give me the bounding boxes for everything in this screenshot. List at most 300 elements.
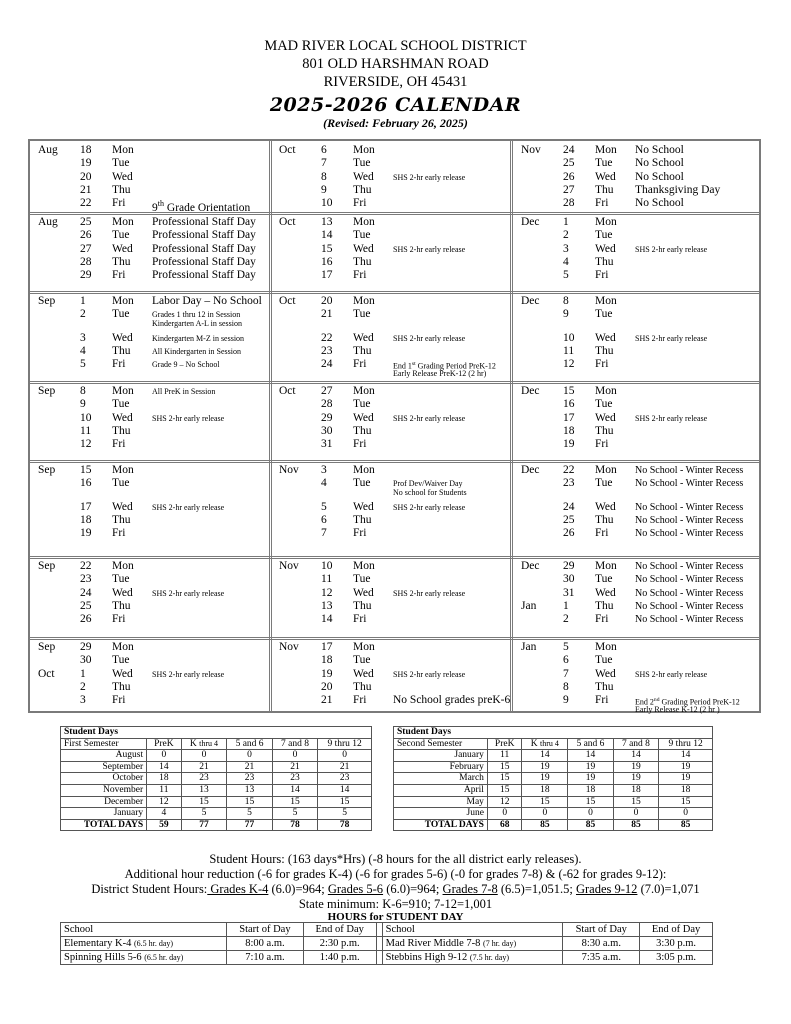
- weekday: Thu: [595, 255, 614, 268]
- day-number: 31: [321, 438, 333, 451]
- day-number: 10: [321, 560, 333, 572]
- day-number: 4: [321, 477, 327, 490]
- day-number: 15: [321, 242, 333, 255]
- day-count: 11: [147, 784, 182, 796]
- weekday: Fri: [353, 269, 367, 282]
- month-label: Oct: [279, 144, 296, 156]
- day-number: 30: [80, 654, 92, 667]
- school-name: Elementary K-4 (6.5 hr. day): [61, 937, 227, 951]
- total-value: 85: [522, 819, 568, 831]
- weekday: Fri: [112, 527, 126, 540]
- month-label: Dec: [521, 295, 540, 307]
- hours-column-header: School: [61, 923, 227, 937]
- weekday: Tue: [112, 229, 130, 242]
- weekday: Tue: [353, 157, 371, 170]
- day-number: 22: [321, 331, 333, 344]
- day-note: No School - Winter Recess: [635, 501, 744, 513]
- month-name: December: [61, 796, 147, 808]
- day-note: All PreK in Session: [152, 387, 216, 396]
- day-count: 0: [522, 808, 568, 820]
- day-note: SHS 2-hr early release: [152, 669, 225, 679]
- day-number: 9: [321, 183, 327, 196]
- day-count: 14: [318, 784, 372, 796]
- day-number: 21: [321, 694, 333, 707]
- table-row: [61, 784, 372, 796]
- day-note: No School - Winter Recess: [635, 465, 744, 476]
- table-header-row: [61, 738, 372, 750]
- revision-date: (Revised: February 26, 2025): [323, 116, 468, 130]
- hours-row: [61, 937, 713, 951]
- weekday: Thu: [112, 255, 131, 268]
- month-label: Nov: [279, 464, 299, 476]
- weekday: Thu: [595, 680, 614, 693]
- weekday: Thu: [353, 183, 372, 196]
- column-header: PreK: [147, 738, 182, 750]
- day-count: 18: [568, 784, 614, 796]
- day-note: Prof Dev/Waiver Day: [393, 479, 463, 489]
- total-label: TOTAL DAYS: [394, 819, 488, 831]
- month-name: May: [394, 796, 488, 808]
- day-number: 6: [321, 144, 327, 156]
- day-number: 8: [321, 170, 327, 183]
- day-note: Early Release K-12 (2 hr ): [635, 705, 720, 715]
- day-count: 0: [181, 750, 227, 762]
- day-number: 23: [80, 573, 92, 586]
- day-number: 6: [321, 513, 327, 526]
- weekday: Mon: [595, 560, 617, 572]
- day-number: 20: [321, 295, 333, 307]
- weekday: Thu: [112, 183, 131, 196]
- day-number: 18: [80, 144, 92, 156]
- weekday: Fri: [353, 694, 367, 707]
- day-count: 15: [613, 796, 659, 808]
- day-number: 17: [80, 500, 92, 513]
- column-header: PreK: [487, 738, 522, 750]
- day-note: SHS 2-hr early release: [152, 502, 225, 512]
- weekday: Mon: [353, 385, 375, 397]
- day-note: SHS 2-hr early release: [635, 244, 708, 254]
- day-note: No School - Winter Recess: [635, 478, 744, 490]
- day-number: 29: [321, 411, 333, 424]
- month-label: Dec: [521, 385, 540, 397]
- day-number: 15: [563, 385, 575, 397]
- month-name: August: [61, 750, 147, 762]
- day-number: 26: [563, 527, 575, 540]
- hours-column-header: Start of Day: [227, 923, 304, 937]
- month-label: Jan: [521, 641, 537, 653]
- hours-title: HOURS for STUDENT DAY: [327, 911, 464, 923]
- day-note: Thanksgiving Day: [635, 183, 721, 196]
- day-number: 20: [80, 170, 92, 183]
- day-count: 19: [659, 773, 713, 785]
- day-note: No School - Winter Recess: [635, 561, 744, 572]
- weekday: Thu: [112, 599, 131, 612]
- month-label: Oct: [279, 295, 296, 307]
- day-number: 21: [321, 308, 333, 321]
- day-count: 0: [659, 808, 713, 820]
- total-value: 78: [318, 819, 372, 831]
- day-note: SHS 2-hr early release: [635, 333, 708, 343]
- weekday: Wed: [595, 667, 616, 680]
- day-count: 0: [613, 808, 659, 820]
- day-count: 0: [318, 750, 372, 762]
- calendar-title: 2025-2026 CALENDAR: [269, 94, 522, 116]
- weekday: Fri: [112, 358, 126, 371]
- weekday: Fri: [595, 197, 609, 210]
- day-note: No School grades preK-6: [393, 694, 511, 707]
- semester-label: First Semester: [61, 738, 147, 750]
- day-note: Professional Staff Day: [152, 229, 256, 242]
- hours-column-header: School: [382, 923, 563, 937]
- column-header: 9 thru 12: [659, 738, 713, 750]
- day-number: 29: [563, 560, 575, 572]
- month-name: January: [394, 750, 488, 762]
- day-number: 27: [80, 242, 92, 255]
- weekday: Wed: [353, 411, 374, 424]
- day-note: Professional Staff Day: [152, 269, 256, 282]
- day-number: 26: [80, 229, 92, 242]
- day-number: 28: [563, 197, 575, 210]
- weekday: Tue: [353, 573, 371, 586]
- day-note: SHS 2-hr early release: [152, 588, 225, 598]
- total-value: 85: [568, 819, 614, 831]
- weekday: Mon: [112, 295, 134, 307]
- day-number: 16: [563, 398, 575, 411]
- day-count: 14: [522, 750, 568, 762]
- month-name: February: [394, 761, 488, 773]
- weekday: Wed: [112, 170, 133, 183]
- weekday: Mon: [353, 641, 375, 653]
- month-label: Aug: [38, 144, 58, 156]
- day-count: 0: [568, 808, 614, 820]
- weekday: Fri: [112, 694, 126, 707]
- day-count: 21: [272, 761, 317, 773]
- day-note: End 2nd Grading Period PreK-12: [635, 697, 740, 707]
- day-number: 31: [563, 586, 575, 599]
- month-label: Sep: [38, 464, 56, 476]
- weekday: Wed: [112, 586, 133, 599]
- day-number: 27: [321, 385, 333, 397]
- day-note: No School: [635, 144, 684, 156]
- day-number: 11: [321, 573, 333, 586]
- school-name: Stebbins High 9-12 (7.5 hr. day): [382, 951, 563, 965]
- weekday: Fri: [112, 197, 126, 210]
- table-title-row: [394, 727, 713, 739]
- weekday: Wed: [112, 667, 133, 680]
- hours-column-header: End of Day: [640, 923, 713, 937]
- weekday: Mon: [112, 216, 134, 228]
- day-note: Grade 9 – No School: [152, 360, 220, 370]
- hour-reduction-line: Additional hour reduction (-6 for grades K-4) (-6 for grades 5-6) (-0 for grades 7-8) & (-62 for grades 9-12):: [124, 867, 667, 881]
- hours-column-header: Start of Day: [563, 923, 640, 937]
- month-label: Sep: [38, 385, 56, 397]
- column-divider: [510, 141, 513, 711]
- day-count: 15: [487, 761, 522, 773]
- total-value: 77: [181, 819, 227, 831]
- day-count: 11: [487, 750, 522, 762]
- table-header-row: [394, 738, 713, 750]
- month-label: Oct: [279, 385, 296, 397]
- day-number: 24: [321, 358, 333, 371]
- day-note: No school for Students: [393, 488, 467, 498]
- day-note: No School: [635, 170, 684, 183]
- weekday: Fri: [112, 613, 126, 626]
- day-number: 3: [80, 331, 86, 344]
- weekday: Fri: [353, 438, 367, 451]
- day-note: No School - Winter Recess: [635, 574, 744, 586]
- weekday: Wed: [112, 331, 133, 344]
- day-number: 11: [563, 344, 575, 357]
- weekday: Fri: [595, 269, 609, 282]
- weekday: Tue: [353, 477, 371, 490]
- weekday: Tue: [353, 398, 371, 411]
- day-number: 12: [321, 586, 333, 599]
- column-header: 5 and 6: [227, 738, 272, 750]
- weekday: Thu: [595, 599, 614, 612]
- district-student-hours-line: District Student Hours: Grades K-4 (6.0)=964; Grades 5-6 (6.0)=964; Grades 7-8 (6.5)=1,051.5; Grades 9-12 (7.0)=1,071: [91, 882, 700, 896]
- day-note: Professional Staff Day: [152, 242, 256, 255]
- day-number: 10: [80, 411, 92, 424]
- weekday: Wed: [595, 331, 616, 344]
- day-number: 7: [321, 527, 327, 540]
- school-name: Mad River Middle 7-8 (7 hr. day): [382, 937, 563, 951]
- month-label: Oct: [38, 667, 55, 680]
- day-number: 30: [563, 573, 575, 586]
- weekday: Wed: [595, 500, 616, 513]
- weekday: Wed: [595, 242, 616, 255]
- weekday: Fri: [353, 358, 367, 371]
- table-row: [394, 808, 713, 820]
- day-number: 2: [80, 680, 86, 693]
- district-city: RIVERSIDE, OH 45431: [323, 74, 468, 90]
- day-number: 18: [563, 424, 575, 437]
- month-name: November: [61, 784, 147, 796]
- weekday: Thu: [112, 424, 131, 437]
- start-time: 7:10 a.m.: [227, 951, 304, 965]
- weekday: Mon: [112, 144, 134, 156]
- weekday: Wed: [112, 500, 133, 513]
- day-number: 1: [563, 216, 569, 228]
- day-number: 8: [80, 385, 86, 397]
- day-note: No School - Winter Recess: [635, 528, 744, 540]
- start-time: 8:30 a.m.: [563, 937, 640, 951]
- day-number: 10: [563, 331, 575, 344]
- day-count: 23: [227, 773, 272, 785]
- day-count: 14: [613, 750, 659, 762]
- day-count: 18: [522, 784, 568, 796]
- day-number: 3: [563, 242, 569, 255]
- weekday: Mon: [595, 216, 617, 228]
- month-label: Oct: [279, 216, 296, 228]
- weekday: Thu: [353, 680, 372, 693]
- day-number: 17: [563, 411, 575, 424]
- weekday: Fri: [595, 694, 609, 707]
- semester-label: Second Semester: [394, 738, 488, 750]
- month-label: Sep: [38, 295, 56, 307]
- day-count: 4: [147, 808, 182, 820]
- total-row: [61, 819, 372, 831]
- table-row: [61, 750, 372, 762]
- day-count: 0: [147, 750, 182, 762]
- table-row: [61, 773, 372, 785]
- weekday: Fri: [353, 527, 367, 540]
- day-note: SHS 2-hr early release: [393, 669, 466, 679]
- weekday: Tue: [353, 654, 371, 667]
- day-note: End 1st Grading Period PreK-12: [393, 361, 496, 371]
- day-number: 19: [80, 157, 92, 170]
- weekday: Thu: [595, 344, 614, 357]
- weekday: Mon: [595, 385, 617, 397]
- weekday: Fri: [595, 358, 609, 371]
- day-number: 15: [80, 464, 92, 476]
- day-note: Grades 1 thru 12 in Session: [152, 310, 241, 320]
- day-number: 14: [321, 613, 333, 626]
- day-note: SHS 2-hr early release: [393, 244, 466, 254]
- month-label: Nov: [279, 641, 299, 653]
- day-count: 19: [568, 773, 614, 785]
- day-number: 10: [321, 197, 333, 210]
- month-label: Sep: [38, 560, 56, 572]
- day-number: 18: [80, 513, 92, 526]
- weekday: Wed: [353, 500, 374, 513]
- month-label: Aug: [38, 216, 58, 228]
- start-time: 7:35 a.m.: [563, 951, 640, 965]
- weekday: Thu: [353, 344, 372, 357]
- table-row: [394, 761, 713, 773]
- weekday: Wed: [112, 411, 133, 424]
- total-label: TOTAL DAYS: [61, 819, 147, 831]
- day-number: 23: [321, 344, 333, 357]
- weekday: Mon: [112, 560, 134, 572]
- day-note: Kindergarten A-L in session: [152, 319, 242, 329]
- day-number: 17: [321, 641, 333, 653]
- column-header: K thru 4: [181, 738, 227, 750]
- weekday: Mon: [353, 560, 375, 572]
- day-number: 23: [563, 477, 575, 490]
- weekday: Wed: [353, 242, 374, 255]
- total-row: [394, 819, 713, 831]
- day-count: 5: [227, 808, 272, 820]
- total-value: 85: [659, 819, 713, 831]
- weekday: Fri: [595, 438, 609, 451]
- day-count: 19: [522, 773, 568, 785]
- day-count: 18: [147, 773, 182, 785]
- weekday: Wed: [353, 586, 374, 599]
- day-note: All Kindergarten in Session: [152, 346, 241, 356]
- district-address: 801 OLD HARSHMAN ROAD: [302, 56, 489, 72]
- weekday: Wed: [595, 411, 616, 424]
- day-count: 0: [487, 808, 522, 820]
- day-count: 15: [659, 796, 713, 808]
- weekday: Thu: [112, 513, 131, 526]
- student-hours-line: Student Hours: (163 days*Hrs) (-8 hours for the all district early releases).: [209, 852, 582, 866]
- day-number: 29: [80, 641, 92, 653]
- day-number: 1: [563, 599, 569, 612]
- calendar-grid: [28, 139, 761, 713]
- weekday: Mon: [112, 385, 134, 397]
- day-note: No School - Winter Recess: [635, 614, 744, 626]
- table-row: [394, 773, 713, 785]
- weekday: Tue: [595, 573, 613, 586]
- day-count: 14: [659, 750, 713, 762]
- day-count: 14: [272, 784, 317, 796]
- day-note: Labor Day – No School: [152, 295, 262, 307]
- weekday: Thu: [353, 424, 372, 437]
- day-count: 13: [227, 784, 272, 796]
- weekday: Wed: [595, 170, 616, 183]
- school-hours-table: [60, 922, 713, 965]
- day-number: 29: [80, 269, 92, 282]
- day-number: 19: [80, 527, 92, 540]
- weekday: Tue: [595, 229, 613, 242]
- weekday: Mon: [595, 464, 617, 476]
- day-number: 28: [80, 255, 92, 268]
- day-number: 24: [80, 586, 92, 599]
- day-number: 8: [563, 680, 569, 693]
- month-name: June: [394, 808, 488, 820]
- weekday: Mon: [112, 464, 134, 476]
- column-header: K thru 4: [522, 738, 568, 750]
- month-label: Sep: [38, 641, 56, 653]
- month-label: Jan: [521, 599, 537, 612]
- day-number: 25: [80, 599, 92, 612]
- day-count: 18: [659, 784, 713, 796]
- day-number: 24: [563, 144, 575, 156]
- day-number: 2: [563, 613, 569, 626]
- day-note: SHS 2-hr early release: [393, 413, 466, 423]
- day-note: SHS 2-hr early release: [393, 333, 466, 343]
- day-number: 19: [563, 438, 575, 451]
- weekday: Tue: [112, 398, 130, 411]
- weekday: Thu: [595, 513, 614, 526]
- day-number: 12: [563, 358, 575, 371]
- day-count: 12: [147, 796, 182, 808]
- day-count: 14: [147, 761, 182, 773]
- day-count: 21: [181, 761, 227, 773]
- weekday: Wed: [353, 170, 374, 183]
- day-note: No School: [635, 197, 684, 210]
- day-count: 19: [659, 761, 713, 773]
- table-title-row: [61, 727, 372, 739]
- weekday: Mon: [353, 295, 375, 307]
- day-number: 2: [563, 229, 569, 242]
- month-name: September: [61, 761, 147, 773]
- column-header: 9 thru 12: [318, 738, 372, 750]
- weekday: Thu: [595, 424, 614, 437]
- weekday: Tue: [112, 573, 130, 586]
- day-number: 22: [80, 197, 92, 210]
- weekday: Mon: [595, 295, 617, 307]
- month-name: January: [61, 808, 147, 820]
- month-label: Nov: [521, 144, 541, 156]
- weekday: Tue: [595, 157, 613, 170]
- hours-row: [61, 951, 713, 965]
- weekday: Mon: [112, 641, 134, 653]
- day-number: 21: [80, 183, 92, 196]
- day-count: 19: [568, 761, 614, 773]
- day-number: 16: [321, 255, 333, 268]
- column-header: 7 and 8: [272, 738, 317, 750]
- day-count: 5: [318, 808, 372, 820]
- weekday: Tue: [353, 229, 371, 242]
- month-name: October: [61, 773, 147, 785]
- weekday: Tue: [595, 477, 613, 490]
- day-number: 14: [321, 229, 333, 242]
- day-number: 7: [321, 157, 327, 170]
- table-row: [61, 761, 372, 773]
- month-name: April: [394, 784, 488, 796]
- column-divider: [269, 141, 272, 711]
